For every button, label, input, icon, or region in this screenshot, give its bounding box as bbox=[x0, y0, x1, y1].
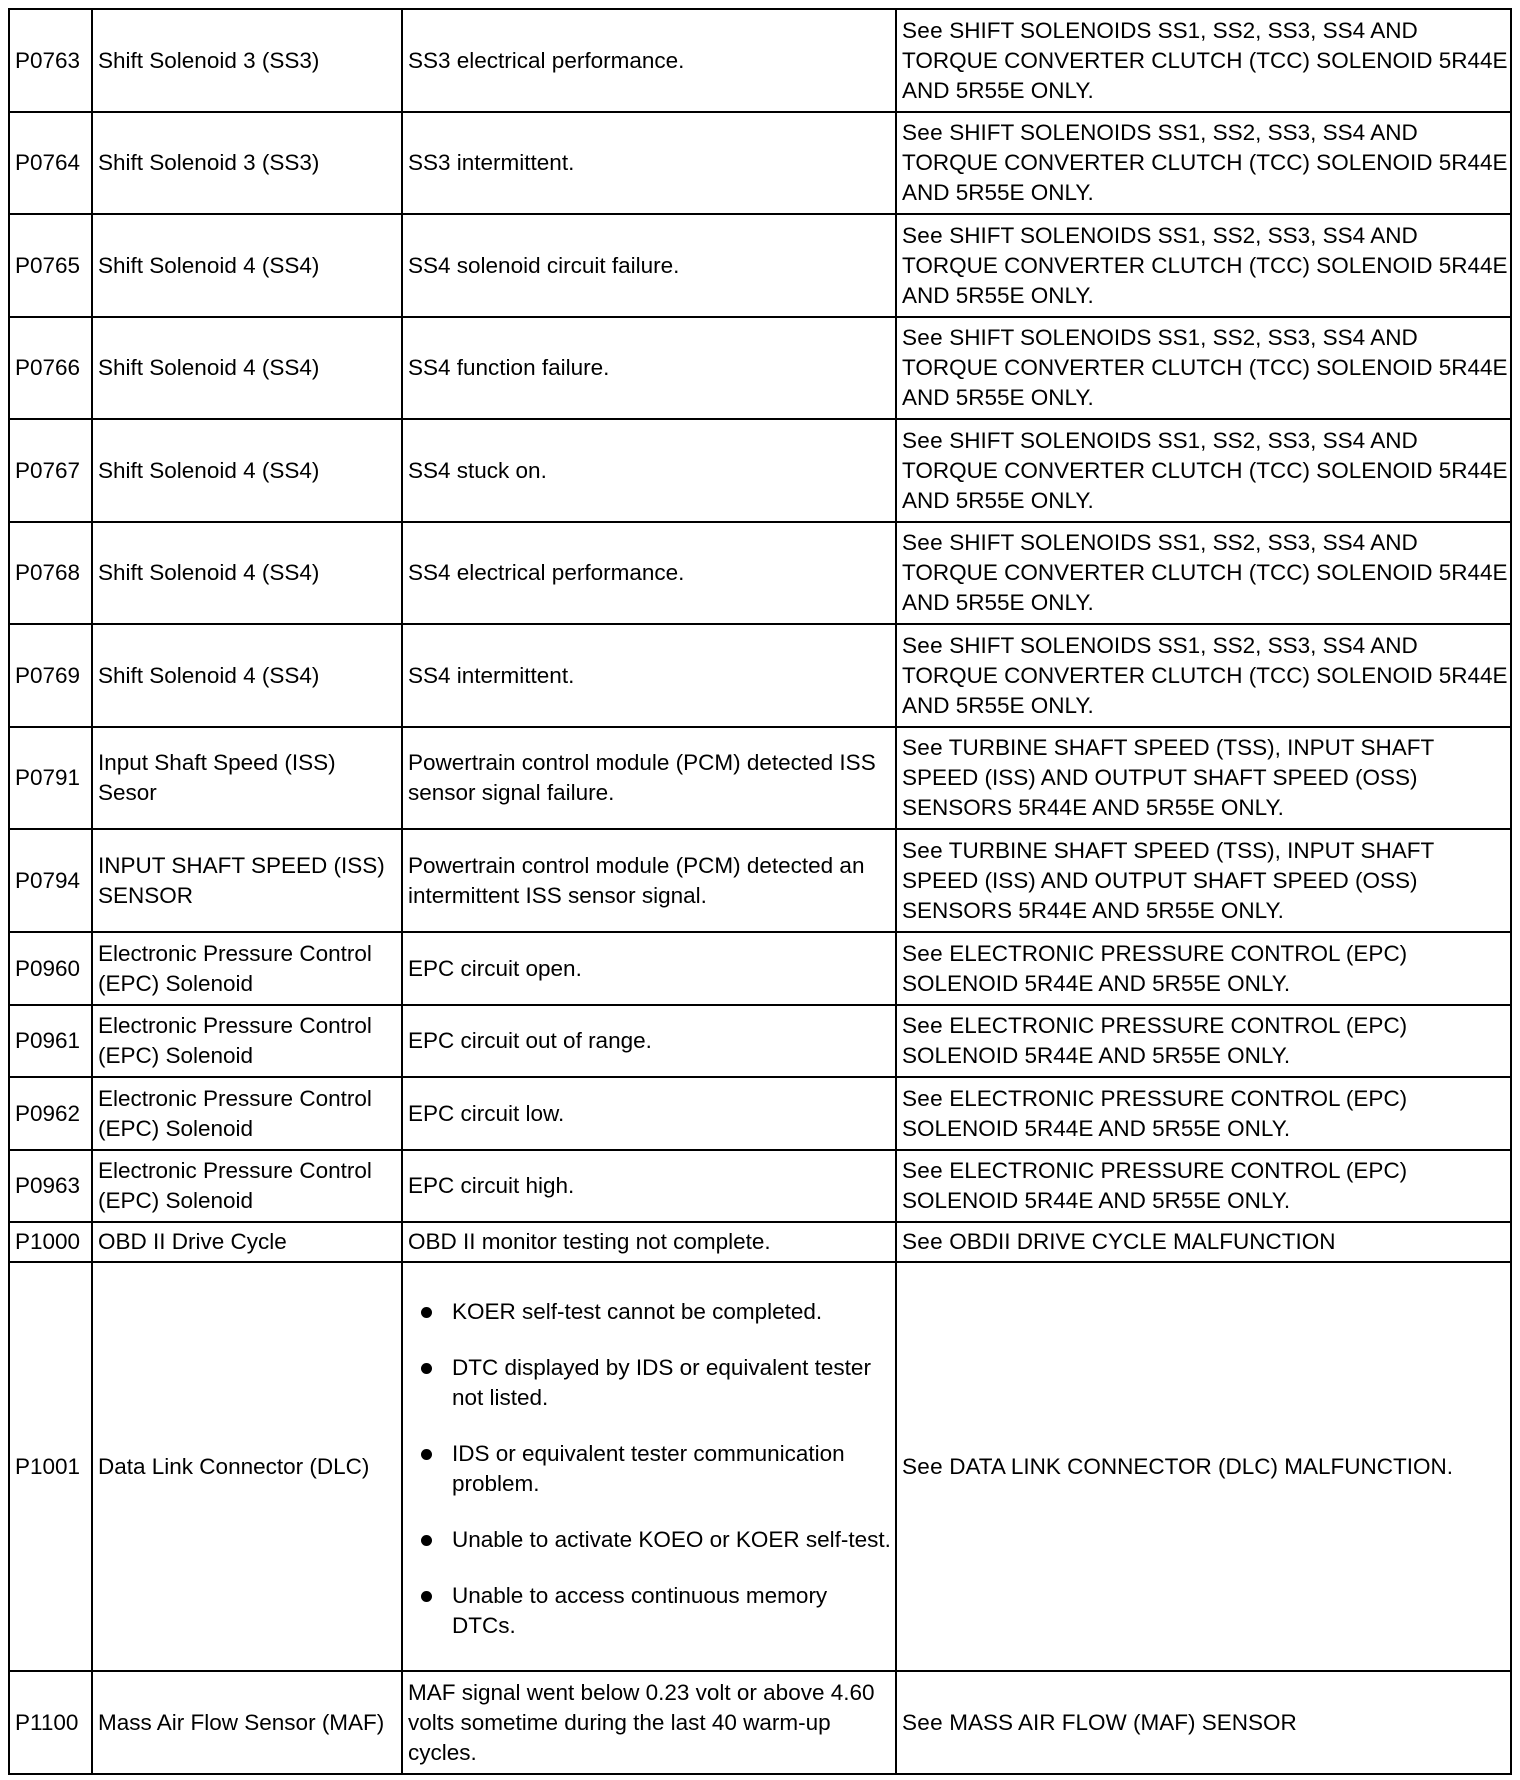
condition-text: OBD II monitor testing not complete. bbox=[402, 1222, 896, 1262]
table-row bbox=[10, 419, 1510, 522]
list-item: IDS or equivalent tester communication problem. bbox=[452, 1439, 891, 1499]
condition-text: SS3 intermittent. bbox=[402, 112, 896, 214]
reference-prefix: See bbox=[902, 837, 943, 863]
dtc-code: P0766 bbox=[10, 317, 92, 419]
reference-prefix: See bbox=[902, 1229, 943, 1254]
reference-prefix: See bbox=[902, 632, 943, 658]
dtc-code: P0961 bbox=[10, 1005, 92, 1077]
dtc-code: P0765 bbox=[10, 214, 92, 317]
reference-cell bbox=[896, 214, 1510, 317]
reference-prefix: See bbox=[902, 1013, 943, 1038]
table-row bbox=[10, 1671, 1510, 1773]
reference-cell bbox=[896, 1077, 1510, 1150]
table-row bbox=[10, 727, 1510, 829]
dtc-code: P1100 bbox=[10, 1671, 92, 1773]
dtc-code: P0794 bbox=[10, 829, 92, 932]
reference-prefix: See bbox=[902, 735, 943, 760]
reference-prefix: See bbox=[902, 1453, 943, 1479]
reference-cell bbox=[896, 1262, 1510, 1671]
component-name: Shift Solenoid 4 (SS4) bbox=[92, 419, 402, 522]
reference-link[interactable]: DATA LINK CONNECTOR (DLC) MALFUNCTION. bbox=[949, 1453, 1453, 1479]
table-row bbox=[10, 624, 1510, 727]
table-row bbox=[10, 112, 1510, 214]
dtc-code: P1000 bbox=[10, 1222, 92, 1262]
reference-cell bbox=[896, 624, 1510, 727]
condition-text: SS4 electrical performance. bbox=[402, 522, 896, 624]
component-name: Input Shaft Speed (ISS) Sesor bbox=[92, 727, 402, 829]
component-name: Data Link Connector (DLC) bbox=[92, 1262, 402, 1671]
condition-text: Powertrain control module (PCM) detected ISS sensor signal failure. bbox=[402, 727, 896, 829]
dtc-code: P0768 bbox=[10, 522, 92, 624]
reference-cell bbox=[896, 727, 1510, 829]
reference-prefix: See bbox=[902, 222, 943, 248]
condition-text: SS4 stuck on. bbox=[402, 419, 896, 522]
component-name: Shift Solenoid 3 (SS3) bbox=[92, 112, 402, 214]
table-row bbox=[10, 10, 1510, 112]
component-name: Mass Air Flow Sensor (MAF) bbox=[92, 1671, 402, 1773]
reference-cell bbox=[896, 317, 1510, 419]
reference-link[interactable]: MASS AIR FLOW (MAF) SENSOR bbox=[949, 1709, 1297, 1735]
reference-link[interactable]: SHIFT SOLENOIDS SS1, SS2, SS3, SS4 AND TORQUE CONVERTER CLUTCH (TCC) SOLENOID 5R44E AND 5R55E ONLY. bbox=[902, 530, 1508, 615]
reference-link[interactable]: TURBINE SHAFT SPEED (TSS), INPUT SHAFT SPEED (ISS) AND OUTPUT SHAFT SPEED (OSS) SENSORS 5R44E AND 5R55E ONLY. bbox=[902, 837, 1434, 923]
reference-prefix: See bbox=[902, 1709, 943, 1735]
table-row bbox=[10, 522, 1510, 624]
condition-bullet-list bbox=[408, 1297, 891, 1641]
table-row bbox=[10, 1150, 1510, 1222]
component-name: OBD II Drive Cycle bbox=[92, 1222, 402, 1262]
component-name: Shift Solenoid 4 (SS4) bbox=[92, 214, 402, 317]
condition-text: SS4 intermittent. bbox=[402, 624, 896, 727]
dtc-code: P0963 bbox=[10, 1150, 92, 1222]
component-name: Shift Solenoid 4 (SS4) bbox=[92, 624, 402, 727]
table-row bbox=[10, 829, 1510, 932]
reference-link[interactable]: ELECTRONIC PRESSURE CONTROL (EPC) SOLENOID 5R44E AND 5R55E ONLY. bbox=[902, 1158, 1408, 1213]
condition-text: EPC circuit out of range. bbox=[402, 1005, 896, 1077]
dtc-code: P0769 bbox=[10, 624, 92, 727]
reference-prefix: See bbox=[902, 1085, 943, 1111]
list-item: Unable to access continuous memory DTCs. bbox=[452, 1581, 891, 1641]
condition-text: EPC circuit high. bbox=[402, 1150, 896, 1222]
list-item: Unable to activate KOEO or KOER self-test. bbox=[452, 1525, 891, 1555]
reference-link[interactable]: SHIFT SOLENOIDS SS1, SS2, SS3, SS4 AND TORQUE CONVERTER CLUTCH (TCC) SOLENOID 5R44E AND 5R55E ONLY. bbox=[902, 632, 1508, 718]
component-name: Electronic Pressure Control (EPC) Solenoid bbox=[92, 1005, 402, 1077]
condition-text: EPC circuit open. bbox=[402, 932, 896, 1005]
reference-cell bbox=[896, 522, 1510, 624]
table-row bbox=[10, 932, 1510, 1005]
table-row bbox=[10, 1005, 1510, 1077]
list-item: KOER self-test cannot be completed. bbox=[452, 1297, 891, 1327]
dtc-table bbox=[10, 10, 1510, 1773]
condition-text: SS4 solenoid circuit failure. bbox=[402, 214, 896, 317]
dtc-code: P0763 bbox=[10, 10, 92, 112]
reference-prefix: See bbox=[902, 120, 943, 145]
table-row bbox=[10, 317, 1510, 419]
reference-cell bbox=[896, 1005, 1510, 1077]
reference-prefix: See bbox=[902, 325, 943, 350]
dtc-code: P1001 bbox=[10, 1262, 92, 1671]
condition-text: SS4 function failure. bbox=[402, 317, 896, 419]
reference-cell bbox=[896, 112, 1510, 214]
reference-prefix: See bbox=[902, 1158, 943, 1183]
component-name: Shift Solenoid 4 (SS4) bbox=[92, 317, 402, 419]
reference-link[interactable]: ELECTRONIC PRESSURE CONTROL (EPC) SOLENOID 5R44E AND 5R55E ONLY. bbox=[902, 940, 1408, 996]
condition-text: EPC circuit low. bbox=[402, 1077, 896, 1150]
reference-link[interactable]: TURBINE SHAFT SPEED (TSS), INPUT SHAFT SPEED (ISS) AND OUTPUT SHAFT SPEED (OSS) SENSORS 5R44E AND 5R55E ONLY. bbox=[902, 735, 1434, 820]
dtc-code: P0767 bbox=[10, 419, 92, 522]
component-name: Electronic Pressure Control (EPC) Solenoid bbox=[92, 1077, 402, 1150]
reference-cell bbox=[896, 419, 1510, 522]
reference-link[interactable]: OBDII DRIVE CYCLE MALFUNCTION bbox=[949, 1229, 1336, 1254]
reference-cell bbox=[896, 1150, 1510, 1222]
reference-link[interactable]: SHIFT SOLENOIDS SS1, SS2, SS3, SS4 AND TORQUE CONVERTER CLUTCH (TCC) SOLENOID 5R44E AND 5R55E ONLY. bbox=[902, 17, 1508, 103]
list-item: DTC displayed by IDS or equivalent tester not listed. bbox=[452, 1353, 891, 1413]
reference-cell bbox=[896, 10, 1510, 112]
dtc-table-sheet bbox=[8, 8, 1512, 1775]
table-row bbox=[10, 1077, 1510, 1150]
condition-cell bbox=[402, 1262, 896, 1671]
dtc-code: P0960 bbox=[10, 932, 92, 1005]
dtc-code: P0764 bbox=[10, 112, 92, 214]
reference-link[interactable]: SHIFT SOLENOIDS SS1, SS2, SS3, SS4 AND TORQUE CONVERTER CLUTCH (TCC) SOLENOID 5R44E AND 5R55E ONLY. bbox=[902, 325, 1508, 410]
component-name: INPUT SHAFT SPEED (ISS) SENSOR bbox=[92, 829, 402, 932]
condition-text: MAF signal went below 0.23 volt or above 4.60 volts sometime during the last 40 warm-up cycles. bbox=[402, 1671, 896, 1773]
reference-link[interactable]: SHIFT SOLENOIDS SS1, SS2, SS3, SS4 AND TORQUE CONVERTER CLUTCH (TCC) SOLENOID 5R44E AND 5R55E ONLY. bbox=[902, 222, 1508, 308]
component-name: Shift Solenoid 3 (SS3) bbox=[92, 10, 402, 112]
reference-link[interactable]: SHIFT SOLENOIDS SS1, SS2, SS3, SS4 AND TORQUE CONVERTER CLUTCH (TCC) SOLENOID 5R44E AND 5R55E ONLY. bbox=[902, 120, 1508, 205]
table-row bbox=[10, 214, 1510, 317]
table-row bbox=[10, 1222, 1510, 1262]
reference-prefix: See bbox=[902, 17, 943, 43]
component-name: Electronic Pressure Control (EPC) Solenoid bbox=[92, 932, 402, 1005]
reference-link[interactable]: SHIFT SOLENOIDS SS1, SS2, SS3, SS4 AND TORQUE CONVERTER CLUTCH (TCC) SOLENOID 5R44E AND 5R55E ONLY. bbox=[902, 427, 1508, 513]
reference-cell bbox=[896, 1222, 1510, 1262]
reference-cell bbox=[896, 829, 1510, 932]
table-row bbox=[10, 1262, 1510, 1671]
dtc-code: P0791 bbox=[10, 727, 92, 829]
component-name: Electronic Pressure Control (EPC) Solenoid bbox=[92, 1150, 402, 1222]
reference-link[interactable]: ELECTRONIC PRESSURE CONTROL (EPC) SOLENOID 5R44E AND 5R55E ONLY. bbox=[902, 1013, 1408, 1068]
reference-prefix: See bbox=[902, 530, 943, 555]
condition-text: Powertrain control module (PCM) detected an intermittent ISS sensor signal. bbox=[402, 829, 896, 932]
reference-link[interactable]: ELECTRONIC PRESSURE CONTROL (EPC) SOLENOID 5R44E AND 5R55E ONLY. bbox=[902, 1085, 1408, 1141]
reference-prefix: See bbox=[902, 940, 943, 966]
condition-text: SS3 electrical performance. bbox=[402, 10, 896, 112]
reference-cell bbox=[896, 1671, 1510, 1773]
dtc-code: P0962 bbox=[10, 1077, 92, 1150]
component-name: Shift Solenoid 4 (SS4) bbox=[92, 522, 402, 624]
reference-cell bbox=[896, 932, 1510, 1005]
reference-prefix: See bbox=[902, 427, 943, 453]
